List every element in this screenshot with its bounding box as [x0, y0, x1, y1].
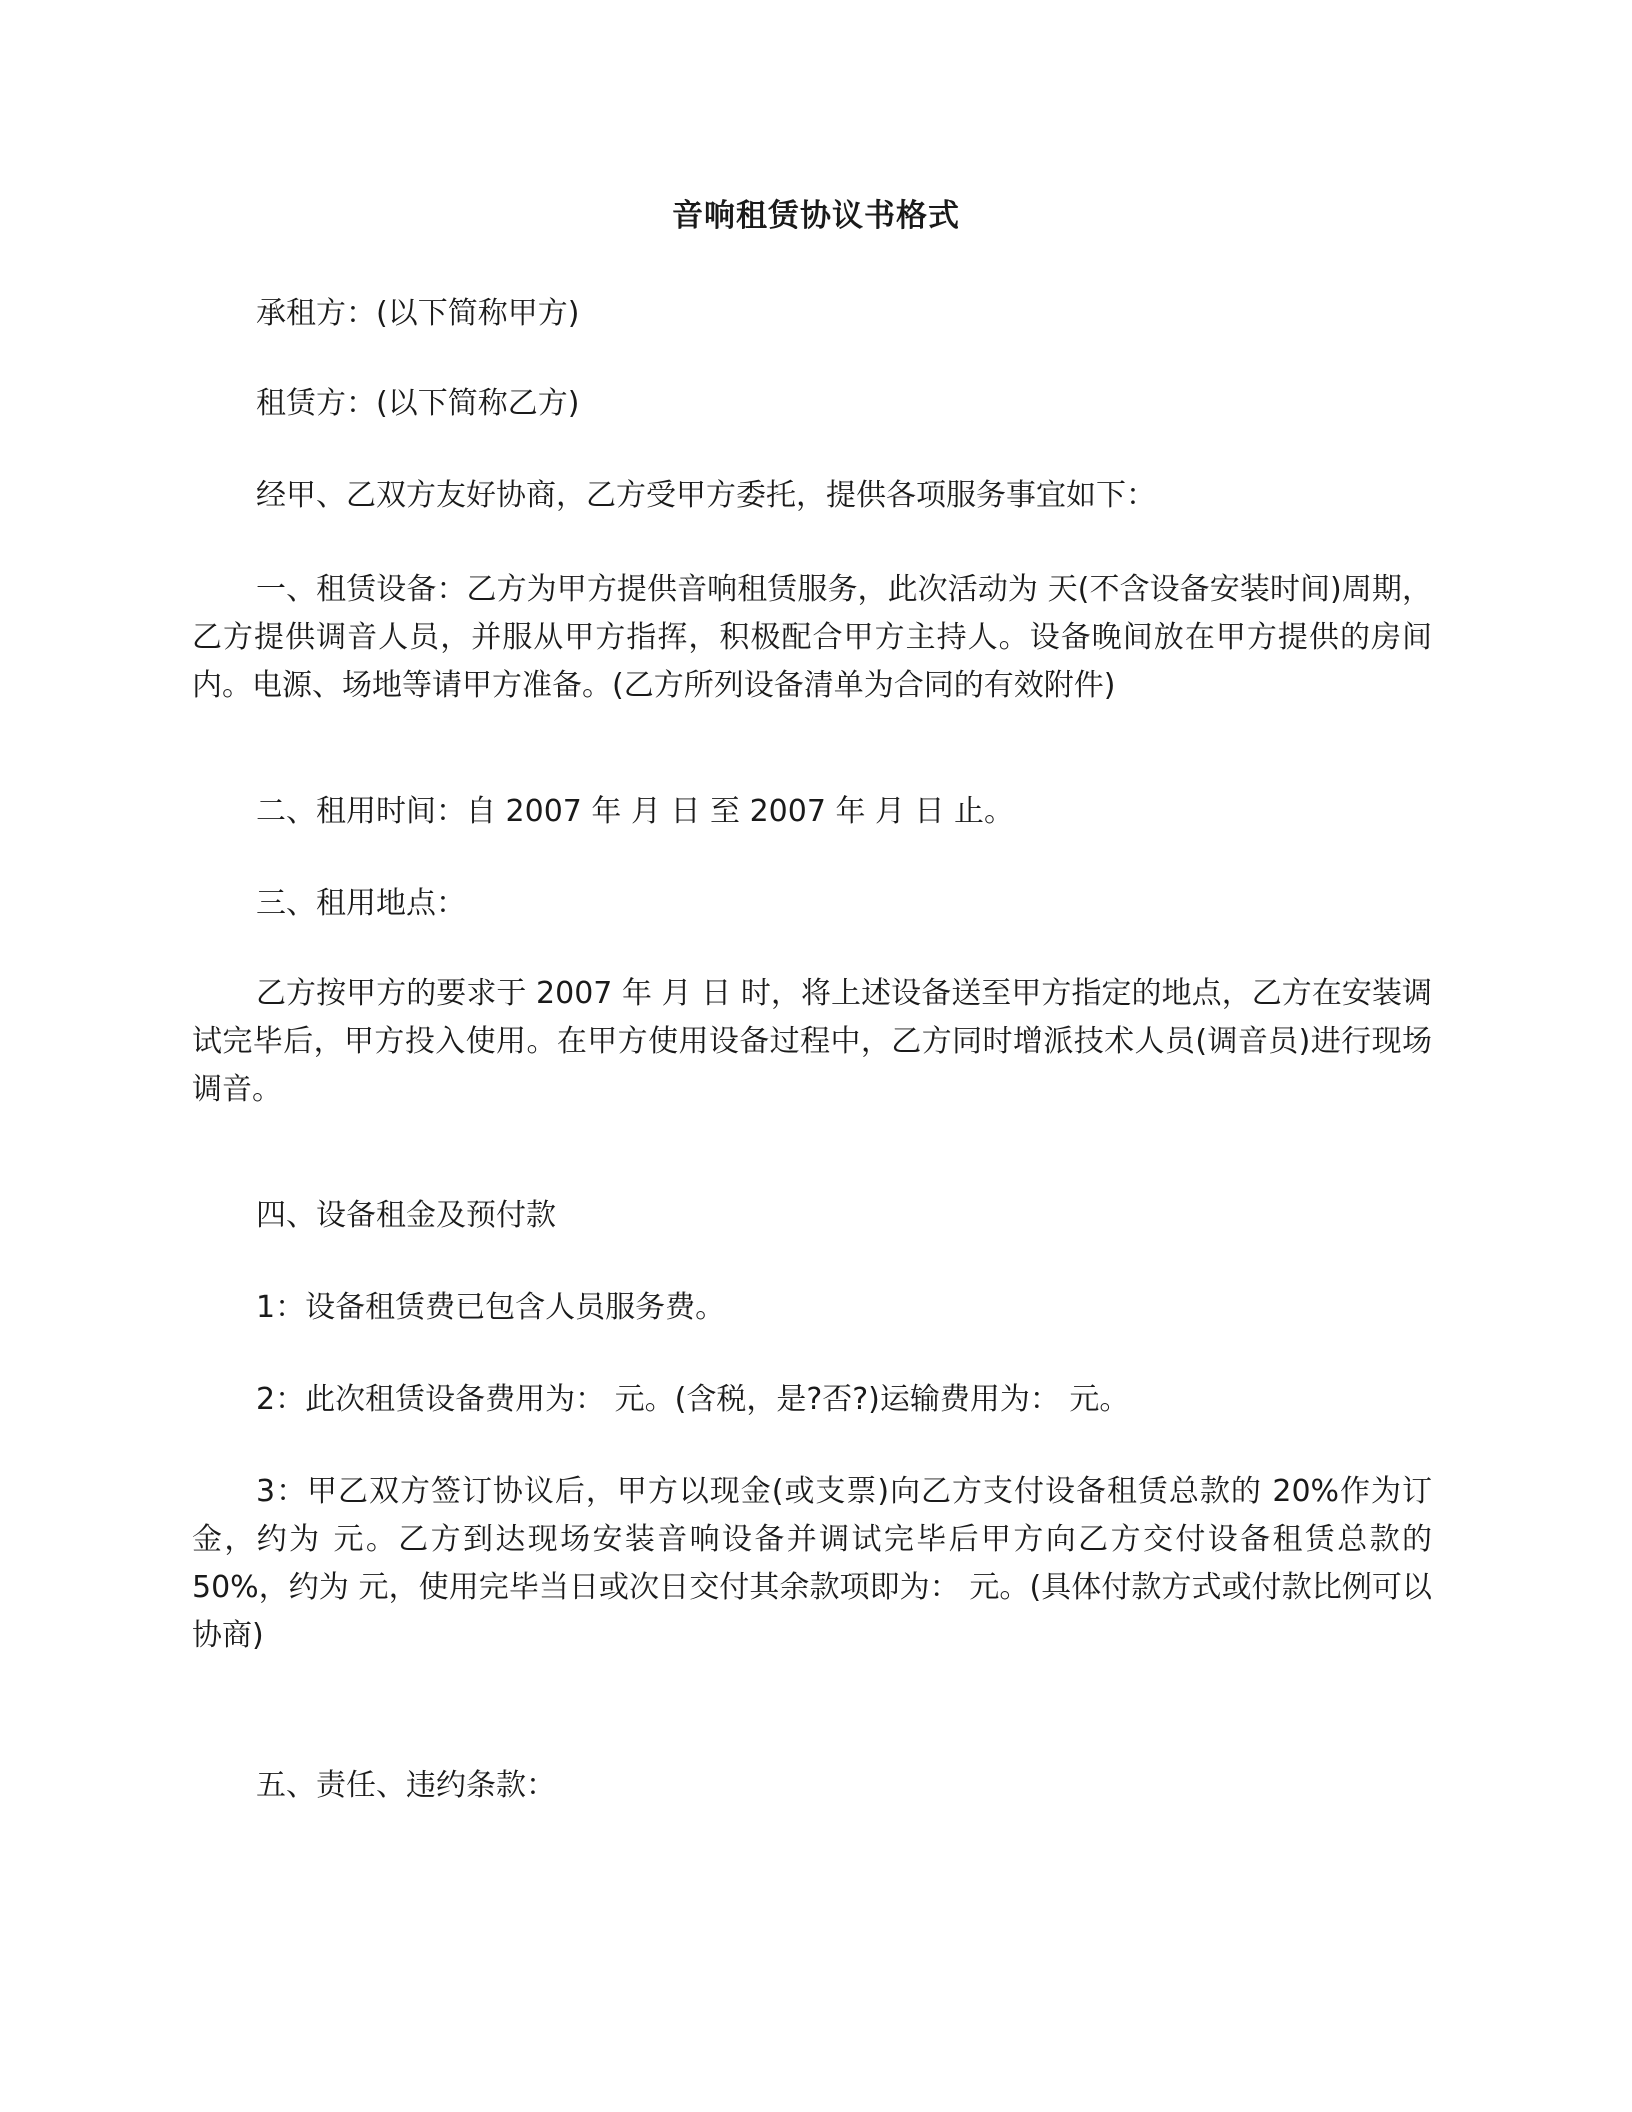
- paragraph-section-2-time: 二、租用时间：自 2007 年 月 日 至 2007 年 月 日 止。: [256, 794, 1015, 829]
- paragraph-rent-item-1: 1：设备租赁费已包含人员服务费。: [256, 1290, 726, 1325]
- paragraph-section-4-rent: 四、设备租金及预付款: [256, 1198, 556, 1233]
- paragraph-intro: 经甲、乙双方友好协商，乙方受甲方委托，提供各项服务事宜如下：: [256, 478, 1156, 513]
- paragraph-section-3-location: 三、租用地点：: [256, 886, 466, 921]
- paragraph-section-1-equipment: 一、租赁设备：乙方为甲方提供音响租赁服务，此次活动为 天(不含设备安装时间)周期，乙方提供调音人员，并服从甲方指挥，积极配合甲方主持人。设备晚间放在甲方提供的房间内。电源、场地等请甲方准备。(乙方所列设备清单为合同的有效附件): [192, 572, 1432, 703]
- paragraph-lessee: 承租方：(以下简称甲方): [256, 296, 580, 331]
- paragraph-rent-item-3: 3：甲乙双方签订协议后，甲方以现金(或支票)向乙方支付设备租赁总款的 20%作为订金，约为 元。乙方到达现场安装音响设备并调试完毕后甲方向乙方交付设备租赁总款的 50%，约为 元，使用完毕当日或次日交付其余款项即为： 元。(具体付款方式或付款比例可以协商): [192, 1474, 1432, 1653]
- paragraph-rent-item-2: 2：此次租赁设备费用为： 元。(含税，是?否?)运输费用为： 元。: [256, 1382, 1130, 1417]
- document-title: 音响租赁协议书格式: [672, 198, 960, 234]
- paragraph-location-details: 乙方按甲方的要求于 2007 年 月 日 时，将上述设备送至甲方指定的地点，乙方在安装调试完毕后，甲方投入使用。在甲方使用设备过程中，乙方同时增派技术人员(调音员)进行现场调音。: [192, 976, 1432, 1107]
- paragraph-section-5-liability: 五、责任、违约条款：: [256, 1768, 556, 1803]
- paragraph-lessor: 租赁方：(以下简称乙方): [256, 386, 580, 421]
